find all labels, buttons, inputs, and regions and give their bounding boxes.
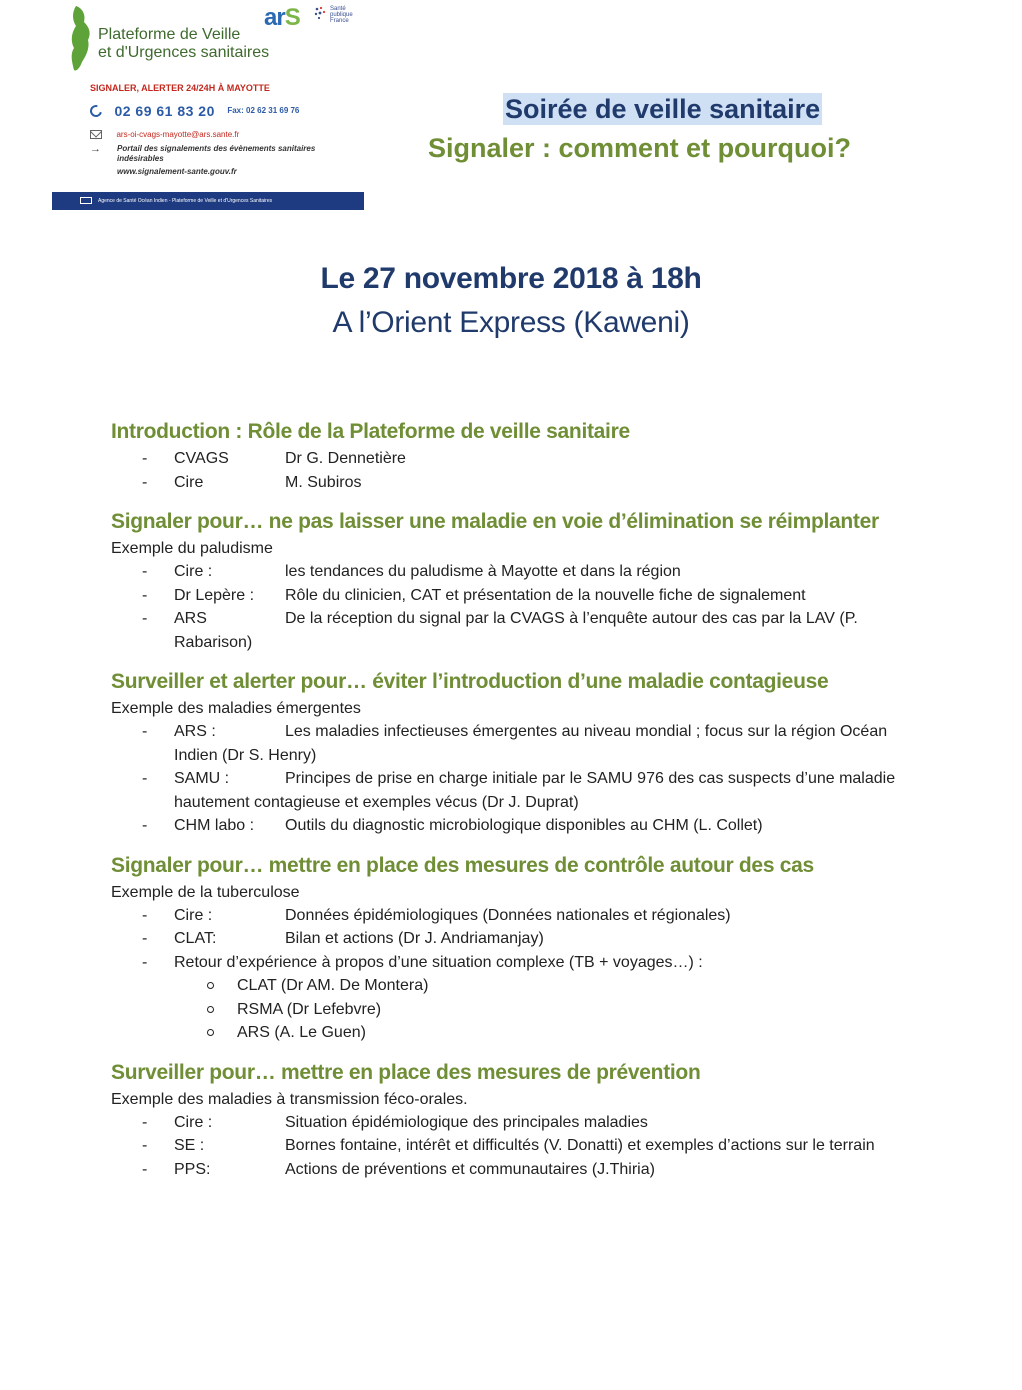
section-example: Exemple du paludisme [111,540,273,557]
circle-bullet-icon [207,1029,214,1036]
item-label: Cire : [174,563,213,580]
phone-row [90,102,299,120]
section-example: Exemple des maladies émergentes [111,700,361,717]
spf-line3: France [330,18,349,24]
item-label: SE : [174,1137,205,1154]
circle-bullet-icon [207,1006,214,1013]
list-item: - Retour d’expérience à propos d’une situation complexe (TB + voyages…) : [142,953,703,971]
item-text: Bilan et actions (Dr J. Andriamanjay) [285,930,544,947]
item-text: Situation épidémiologique des principales maladies [285,1113,648,1131]
fax-number: Fax: 02 62 31 69 76 [227,106,300,116]
event-date: Le 27 novembre 2018 à 18h [320,262,702,295]
retex-item: RSMA (Dr Lefebvre) [111,998,911,1022]
program [111,417,911,1181]
list-item: - CVAGS Dr G. Dennetière [111,447,911,471]
section-example: Exemple de la tuberculose [111,883,300,901]
item-text: Dr G. Dennetière [285,450,406,467]
email-address: ars-oi-cvags-mayotte@ars.sante.fr [116,130,240,140]
portal-url: www.signalement-sante.gouv.fr [117,167,237,176]
phone-icon [88,103,104,119]
ars-logo-s: S [284,4,300,31]
event-title: Soirée de veille sanitaire [505,94,821,124]
mayotte-island-icon [68,4,94,74]
event-subtitle: Signaler : comment et pourquoi? [428,133,852,163]
item-label: CLAT: [174,930,217,947]
item-list [111,447,911,494]
ars-logo [264,4,300,32]
section-maladies-emergentes [111,667,911,838]
list-item: - CLAT: Bilan et actions (Dr J. Andriamanjay) [111,927,911,951]
item-label: ARS [174,610,207,627]
section-example: Exemple des maladies à transmission féco-orales. [111,1090,468,1108]
logo-footer-text: Agence de Santé Océan Indien - Plateforme de Veille et d'Urgences Sanitaires [98,198,273,204]
item-label: PPS: [174,1160,211,1178]
sante-publique-france-text [330,6,370,24]
portal-text: Portail des signalements des évènements sanitaires indésirables [117,144,316,163]
item-label: ARS : [174,723,216,740]
item-label: SAMU : [174,770,230,787]
list-item: - Cire : Situation épidémiologique des principales maladies [111,1111,911,1135]
list-item: - ARS De la réception du signal par la CVAGS à l’enquête autour des cas par la LAV (P. Rabarison) [111,607,911,654]
bus-icon [80,197,92,204]
section-title: Introduction : Rôle de la Plateforme de veille sanitaire [111,420,630,443]
list-item: - Dr Lepère : Rôle du clinicien, CAT et présentation de la nouvelle fiche de signalement [111,584,911,608]
item-list [111,720,911,838]
item-list [111,1111,911,1182]
item-label: Dr Lepère : [174,586,255,604]
event-venue: A l’Orient Express (Kaweni) [332,306,690,339]
item-text: les tendances du paludisme à Mayotte et dans la région [285,563,681,580]
section-title: Signaler pour… mettre en place des mesures de contrôle autour des cas [111,853,814,877]
item-list [111,904,911,975]
platform-logo-card [52,0,364,210]
section-introduction [111,417,911,494]
ars-logo-text: ar [264,4,285,31]
retex-list [111,974,911,1045]
section-title: Signaler pour… ne pas laisser une maladie en voie d’élimination se réimplanter [111,510,879,533]
list-item: - PPS: Actions de préventions et communautaires (J.Thiria) [111,1158,911,1182]
arrow-right-icon: → [90,143,101,155]
item-text: M. Subiros [285,473,362,491]
section-feco-orales [111,1058,911,1182]
list-item: - Cire M. Subiros [111,471,911,495]
item-label: CHM labo : [174,817,255,834]
list-item: - SE : Bornes fontaine, intérêt et difficultés (V. Donatti) et exemples d’actions sur le terrain [111,1134,911,1158]
item-text: Actions de préventions et communautaires (J.Thiria) [285,1160,655,1178]
circle-bullet-icon [207,982,214,989]
item-label: Cire [174,473,204,491]
sante-publique-france-icon [314,6,326,20]
item-label: Cire : [174,1113,213,1131]
spf-line2: publique [330,12,353,18]
email-row [90,126,239,144]
spf-line1: Santé [330,6,346,12]
list-item: - Cire : les tendances du paludisme à Mayotte et dans la région [111,560,911,584]
list-item: - CHM labo : Outils du diagnostic microbiologique disponibles au CHM (L. Collet) [111,814,911,838]
mail-icon [90,130,102,139]
section-title: Surveiller et alerter pour… éviter l’introduction d’une maladie contagieuse [111,670,829,693]
item-list [111,560,911,654]
retex-text: Retour d’expérience à propos d’une situation complexe (TB + voyages…) : [174,953,703,971]
platform-title-line2: et d'Urgences sanitaires [98,44,270,61]
section-tuberculose [111,851,911,1045]
logo-footer-bar [52,192,364,210]
list-item: - Cire : Données épidémiologiques (Données nationales et régionales) [111,904,911,928]
item-text: De la réception du signal par la CVAGS à l’enquête autour des cas par la LAV (P. Rabarison) [174,610,858,651]
phone-number: 02 69 61 83 20 [114,102,215,119]
item-text: Rôle du clinicien, CAT et présentation de la nouvelle fiche de signalement [285,586,806,604]
alert-line: SIGNALER, ALERTER 24/24H À MAYOTTE [90,83,270,93]
item-text: Les maladies infectieuses émergentes au niveau mondial ; focus sur la région Océan Indien (Dr S. Henry) [174,723,888,764]
item-text: Outils du diagnostic microbiologique disponibles au CHM (L. Collet) [285,817,763,834]
platform-title-line1: Plateforme de Veille [98,26,241,43]
platform-title [98,26,269,62]
section-paludisme [111,507,911,654]
item-label: CVAGS [174,450,229,467]
item-text: Bornes fontaine, intérêt et difficultés (V. Donatti) et exemples d’actions sur le terrain [285,1137,875,1154]
item-label: Cire : [174,906,213,924]
retex-item: ARS (A. Le Guen) [111,1021,911,1045]
item-text: Données épidémiologiques (Données nationales et régionales) [285,906,731,924]
item-text: Principes de prise en charge initiale par le SAMU 976 des cas suspects d’une maladie hautement contagieuse et exemples vécus (Dr J. Duprat) [174,770,896,811]
list-item: - ARS : Les maladies infectieuses émergentes au niveau mondial ; focus sur la région Océan Indien (Dr S. Henry) [111,720,911,767]
list-item: - SAMU : Principes de prise en charge initiale par le SAMU 976 des cas suspects d’une maladie hautement contagieuse et exemples vécus (Dr J. Duprat) [111,767,911,814]
section-title: Surveiller pour… mettre en place des mesures de prévention [111,1060,701,1084]
retex-item: CLAT (Dr AM. De Montera) [111,974,911,998]
